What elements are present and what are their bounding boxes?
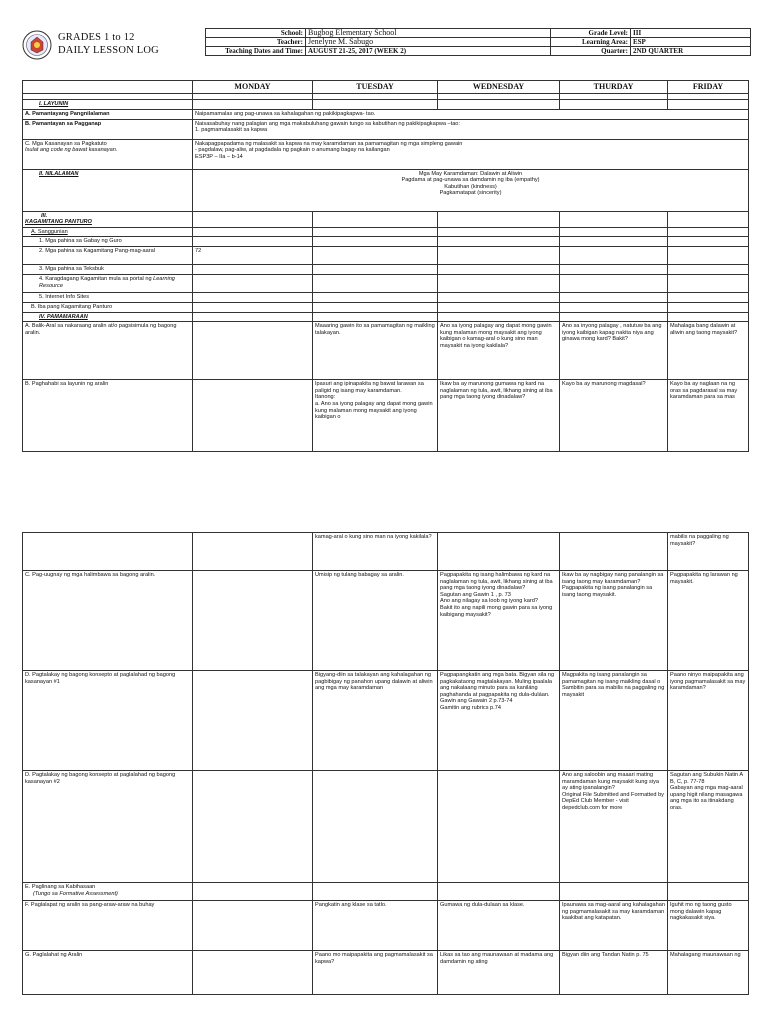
learning-area-value: ESP	[631, 38, 751, 47]
pamantayan-pagganap-line1: Naisasabuhay nang palagian ang mga makabuluhang gawain tungo sa kabutihan ng pakikipagkapwa –tao:	[195, 120, 460, 127]
kasanayan-value	[193, 139, 749, 169]
form-title-line1: GRADES 1 to 12	[58, 32, 135, 43]
paghahabi-tuesday: Ipasuri ang ipinapakita ng bawat larawan sa paligid ng isang may karamdaman. Itanong: a. Ano sa iyong palagay ang dapat mong gawin kung malaman mong maysakit ang iyong kaibigan o	[313, 380, 438, 452]
paghahabi-wednesday: Ikaw ba ay marunong gumawa ng kard na naglalaman ng tula, awit, likhang sining at iba pang mga taong iyong dinadalaw?	[438, 380, 560, 452]
grade-level-label: Grade Level:	[551, 29, 631, 38]
row-paglinang	[23, 883, 193, 901]
kagamitan-mag-aaral-monday: 72	[193, 247, 313, 265]
row-nilalaman: II. NILALAMAN	[23, 169, 193, 211]
deped-seal-icon	[22, 30, 52, 60]
paglalapat-friday: Iguhit mo ng taong gusto mong dalawin kapag nagkakasakit siya.	[668, 901, 749, 951]
school-label: School:	[206, 29, 306, 38]
paghahabi-thursday: Kayo ba ay marunong magdasal?	[560, 380, 668, 452]
nilalaman-line2: Pagdama at pag-unawa sa damdamin ng iba (empathy)	[401, 177, 540, 184]
pagtalakay-2-thursday: Ano ang saloobin ang maaari mating maramdaman kung maysakit kung siya ay ating ipanalangin? Original File Submitted and Formatted by DepEd Club Member - visit depedclub.com for more	[560, 771, 668, 883]
paghahabi-tuesday-continued: kamag-aral o kung sino man na iyong kakilala?	[313, 533, 438, 571]
dates-label: Teaching Dates and Time:	[206, 47, 306, 56]
row-teksbuk: 3. Mga pahina sa Teksbuk	[23, 265, 193, 275]
kasanayan-code: ESP3P – IIa – b-14	[195, 153, 243, 160]
teacher-label: Teacher:	[206, 38, 306, 47]
day-header-friday: FRIDAY	[668, 81, 749, 94]
row-paghahabi: B. Paghahabi sa layunin ng aralin	[23, 380, 193, 452]
lesson-log-table	[22, 80, 749, 452]
school-value: Bugbog Elementary School	[306, 29, 551, 38]
row-pamantayan-pagganap: B. Pamantayan sa Pagganap	[23, 119, 193, 139]
pag-uugnay-thursday: Ikaw ba ay nagbigay nang panalangin sa isang taong may karamdaman? Pagpapakita ng isang panalangin sa isang taong maysakit.	[560, 571, 668, 671]
paghahabi-friday: Kayo ba ay naglaan na ng oras sa pagdarasal sa may karamdaman para sa mas	[668, 380, 749, 452]
day-header-monday: MONDAY	[193, 81, 313, 94]
row-iba-pang-kagamitan: B. Iba pang Kagamitang Panturo	[23, 302, 193, 312]
row-internet: 5. Internet Info Sites	[23, 293, 193, 303]
pagtalakay-1-thursday: Magpakita ng isang panalangin sa pamamagitan ng isang maikling dasal o Sambitin para sa mabilis na paggaling ng maysakit	[560, 671, 668, 771]
paglalahat-friday: Mahalagang maunawaan ng	[668, 951, 749, 995]
row-pagtalakay-2: D. Pagtalakay ng bagong konsepto at paglalahad ng bagong kasanayan #2	[23, 771, 193, 883]
paglinang-label: E. Paglinang sa Kabihasaan	[25, 884, 96, 890]
nilalaman-value	[193, 169, 749, 211]
pagtalakay-2-friday: Sagutan ang Subukin Natin A B, C, p. 77-78 Gabayan ang mga mag-aaral upang higit nilang masagawa ang mga ito sa itinakdang oras.	[668, 771, 749, 883]
day-header-blank	[23, 81, 193, 94]
quarter-value: 2ND QUARTER	[631, 47, 751, 56]
row-pagtalakay-1: D. Pagtalakay ng bagong konsepto at paglalahad ng bagong kasanayan #1	[23, 671, 193, 771]
karagdagang-text: 4. Karagdagang Kagamitan mula sa portal ng	[39, 276, 154, 283]
kasanayan-line2: - pagdalaw, pag-aliw, at pagdadala ng pagkain o anumang bagay na kailangan	[195, 147, 390, 154]
nilalaman-line4: Pagkamatapat (sincerity)	[439, 190, 502, 197]
balik-aral-thursday: Ano sa inyong palagay , natutuw ba ang iyong kaibigan kapag nakita niya ang ginawa mong kard? Bakit?	[560, 322, 668, 380]
pamantayan-pagganap-line2: 1. pagmamalasakit sa kapwa	[195, 127, 268, 134]
paglalahat-tuesday: Paano mo maipapakita ang pagmamalasakit sa kapwa?	[313, 951, 438, 995]
row-pamantayang-pangnilalaman: A. Pamantayang Pangnilalaman	[23, 109, 193, 119]
day-header-wednesday: WEDNESDAY	[438, 81, 560, 94]
balik-aral-tuesday: Maaaring gawin ito sa pamamagitan ng maikling talakayan.	[313, 322, 438, 380]
pagtalakay-1-wednesday: Pagpapangkatin ang mga bata. Bigyan sila ng pagkakataong magtalakayan. Muling ipaalala ang nakalaang minuto para sa kaniláng paghahanda at pagpapakita ng dula-duláan. Gawin ang Gawain 2 p.73-74 Gamitin ang rubrics p.74	[438, 671, 560, 771]
quarter-label: Quarter:	[551, 47, 631, 56]
row-balik-aral: A. Balik-Aral sa nakaraang aralin at/o pagsisimula ng bagong aralin.	[23, 322, 193, 380]
learning-resource-text: Learning Resource	[39, 276, 175, 289]
paghahabi-friday-continued: mabilis na paggaling ng maysakit?	[668, 533, 749, 571]
kagamitan-label: KAGAMITANG PANTURO	[25, 219, 92, 226]
row-pag-uugnay: C. Pag-uugnay ng mga halimbawa sa bagong aralin.	[23, 571, 193, 671]
row-paglalahat: G. Paglalahat ng Aralin	[23, 951, 193, 995]
row-kagamitan-mag-aaral: 2. Mga pahina sa Kagamitang Pang-mag-aaral	[23, 247, 193, 265]
row-karagdagang-kagamitan	[23, 275, 193, 293]
info-table	[205, 28, 751, 56]
pamantayang-pangnilalaman-value: Naipamamalas ang pag-unawa sa kahalagahan ng pakikipagkapwa- tao.	[193, 109, 749, 119]
nilalaman-line3: Kabutihan (kindness)	[444, 183, 497, 190]
row-kasanayan	[23, 139, 193, 169]
day-header-tuesday: TUESDAY	[313, 81, 438, 94]
row-sanggunian: A. Sanggunian	[23, 227, 193, 237]
paglalahat-thursday: Bigyan diin ang Tandan Natin p. 75	[560, 951, 668, 995]
balik-aral-wednesday: Ano sa iyong palagay ang dapat mong gawin kung malaman mong maysakit ang iyong kaibigan o kamag-aral o kung sino man maysakit na iyong kakilala?	[438, 322, 560, 380]
pag-uugnay-wednesday: Pagpapakita ng isang halimbawa ng kard na naglalaman ng tula, awit, likhang sining at iba pang mga taong iyong dinadalaw? Sagutan ang Gawin 1 , p. 73 Ano ang nilagay sa loob ng iyong kard? Bakit ito ang napili mong gawin para sa iyong kaibigang maysakit?	[438, 571, 560, 671]
kasanayan-sub: Isulat ang code ng bawat kasanayan.	[25, 147, 118, 154]
pagtalakay-1-friday: Paano ninyo maipapakita ang iyong pagmamalasakit sa may karamdaman?	[668, 671, 749, 771]
row-kagamitan	[23, 211, 193, 227]
kagamitan-number: III.	[41, 212, 48, 219]
paglalahat-wednesday: Likas sa tao ang maunawaan at madama ang damdamin ng ating	[438, 951, 560, 995]
paglalapat-tuesday: Pangkatin ang klase sa tatlo.	[313, 901, 438, 951]
day-header-thursday: THURDAY	[560, 81, 668, 94]
balik-aral-friday: Mahalaga bang dalawin at aliwin ang taong maysakit?	[668, 322, 749, 380]
dates-value: AUGUST 21-25, 2017 (WEEK 2)	[306, 47, 551, 56]
paglalapat-wednesday: Gumawa ng dula-dulaan sa klase.	[438, 901, 560, 951]
row-paglalapat: F. Paglalapat ng aralin sa pang-araw-araw na buhay	[23, 901, 193, 951]
row-layunin: I. LAYUNIN	[23, 100, 193, 110]
row-gabay-guro: 1. Mga pahina sa Gabay ng Guro	[23, 237, 193, 247]
teacher-value: Jenelyne M. Sabugo	[306, 38, 551, 47]
pamantayan-pagganap-value	[193, 119, 749, 139]
pagtalakay-1-tuesday: Bigyang-diin sa talakayan ang kahalagahan ng pagbibigay ng panahon upang dalawin at aliwin ang mga may karamdaman	[313, 671, 438, 771]
paglalapat-thursday: Ipaunawa sa mag-aaral ang kahalagahan ng pagmamalasakit sa may karamdaman kaakibat ang katapatan.	[560, 901, 668, 951]
grade-level-value: III	[631, 29, 751, 38]
kasanayan-line1: Nakapagpapadama ng malasakit sa kapwa na may karamdaman sa pamamagitan ng mga simpleng gawain	[195, 140, 463, 147]
form-title-line2: DAILY LESSON LOG	[58, 45, 159, 56]
pag-uugnay-tuesday: Umisip ng tulang babagay sa aralin.	[313, 571, 438, 671]
paglinang-sub: (Tungo sa Formative Assessment)	[33, 890, 118, 897]
pag-uugnay-friday: Pagpapakita ng larawan ng maysakit.	[668, 571, 749, 671]
nilalaman-line1: Mga May Karamdaman: Dalawin at Aliwin	[418, 170, 523, 177]
lesson-log-table-continued	[22, 532, 749, 995]
kasanayan-label: C. Mga Kasanayan sa Pagkatuto	[25, 140, 107, 147]
learning-area-label: Learning Area:	[551, 38, 631, 47]
row-pamamaraan: IV. PAMAMARAAN	[23, 312, 193, 322]
